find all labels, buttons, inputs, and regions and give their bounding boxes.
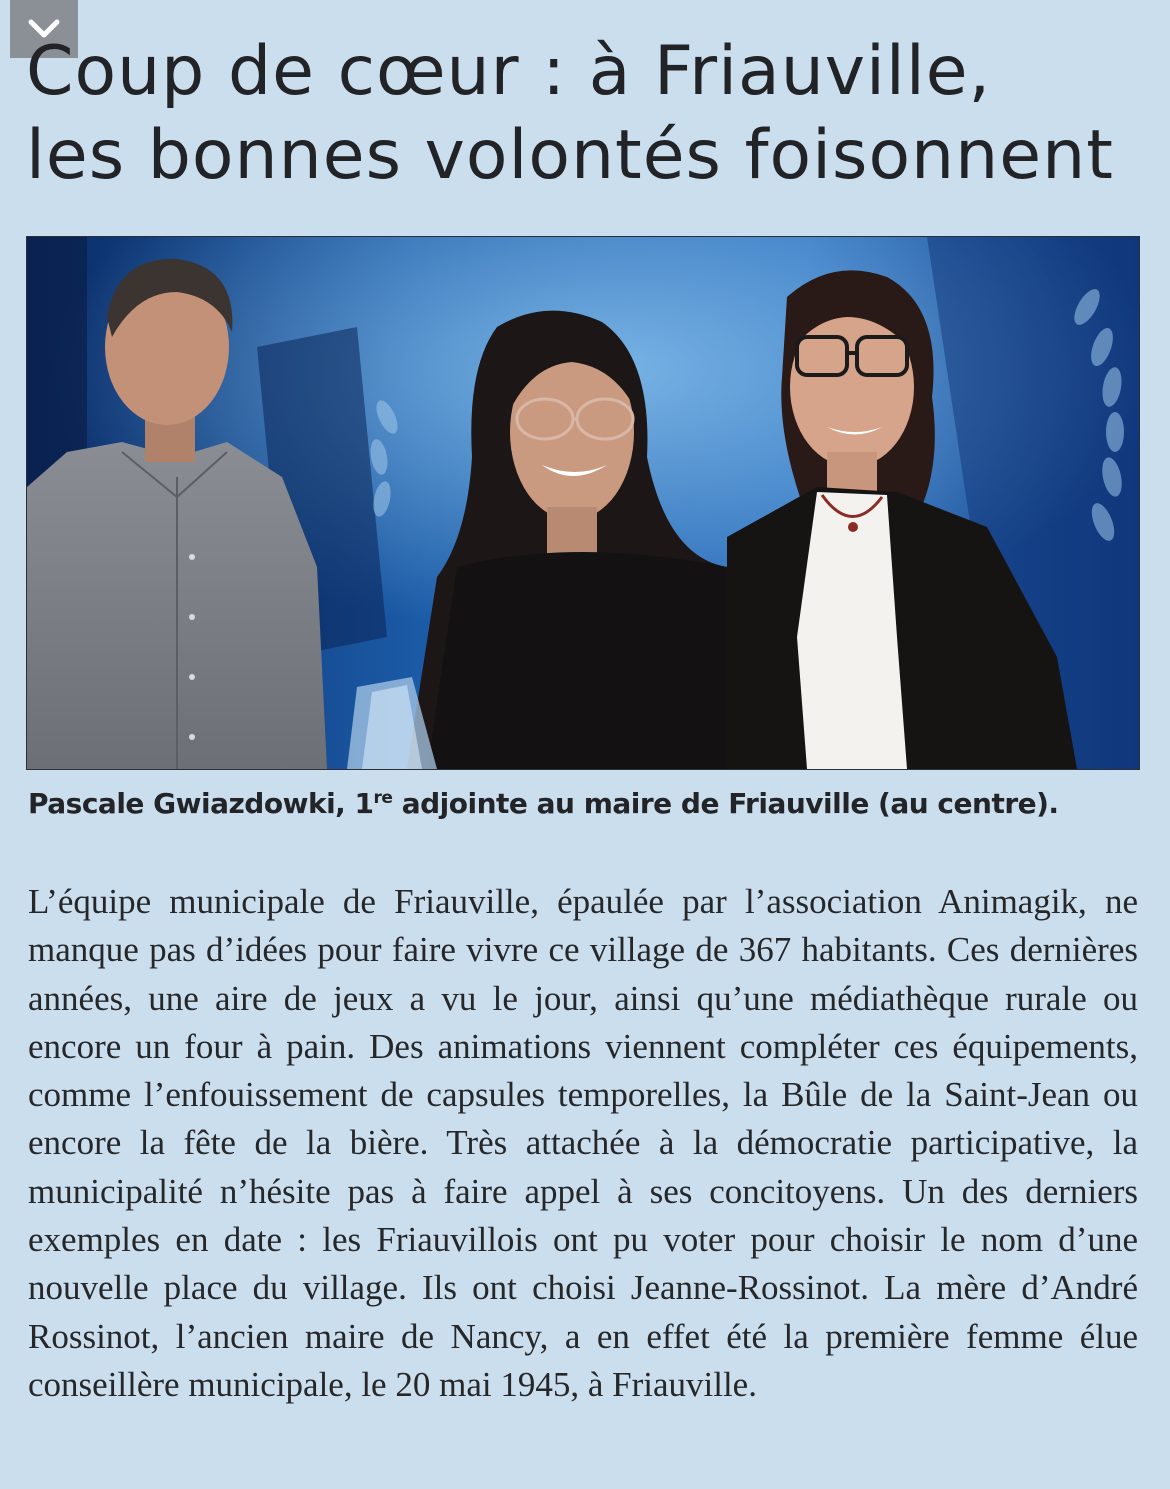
photo-caption	[28, 784, 1148, 824]
article-photo	[26, 236, 1140, 770]
photo-of-three-people	[27, 237, 1139, 769]
article-headline	[26, 30, 1156, 198]
caption-superscript: re	[373, 788, 393, 808]
caption-text-end: adjointe au maire de Friauville (au centre).	[392, 787, 1059, 820]
caption-text-start: Pascale Gwiazdowki, 1	[28, 787, 374, 820]
article-body: L’équipe municipale de Friauville, épaulée par l’association Animagik, ne manque pas d’idées pour faire vivre ce village de 367 habitants. Ces dernières années, une aire de jeux a vu le jour, ainsi qu’une médiathèque rurale ou encore un four à pain. Des animations viennent compléter ces équipements, comme l’enfouissement de capsules temporelles, la Bûle de la Saint-Jean ou encore la fête de la bière. Très attachée à la démocratie participative, la municipalité n’hésite pas à faire appel à ses concitoyens. Un des derniers exemples en date : les Friauvillois ont pu voter pour choisir le nom d’une nouvelle place du village. Ils ont choisi Jeanne-Rossinot. La mère d’André Rossinot, l’ancien maire de Nancy, a en effet été la première femme élue conseillère municipale, le 20 mai 1945, à Friauville.	[28, 882, 1138, 1404]
headline-line-1: Coup de cœur : à Friauville,	[26, 32, 992, 111]
headline-line-2: les bonnes volontés foisonnent	[26, 116, 1114, 195]
